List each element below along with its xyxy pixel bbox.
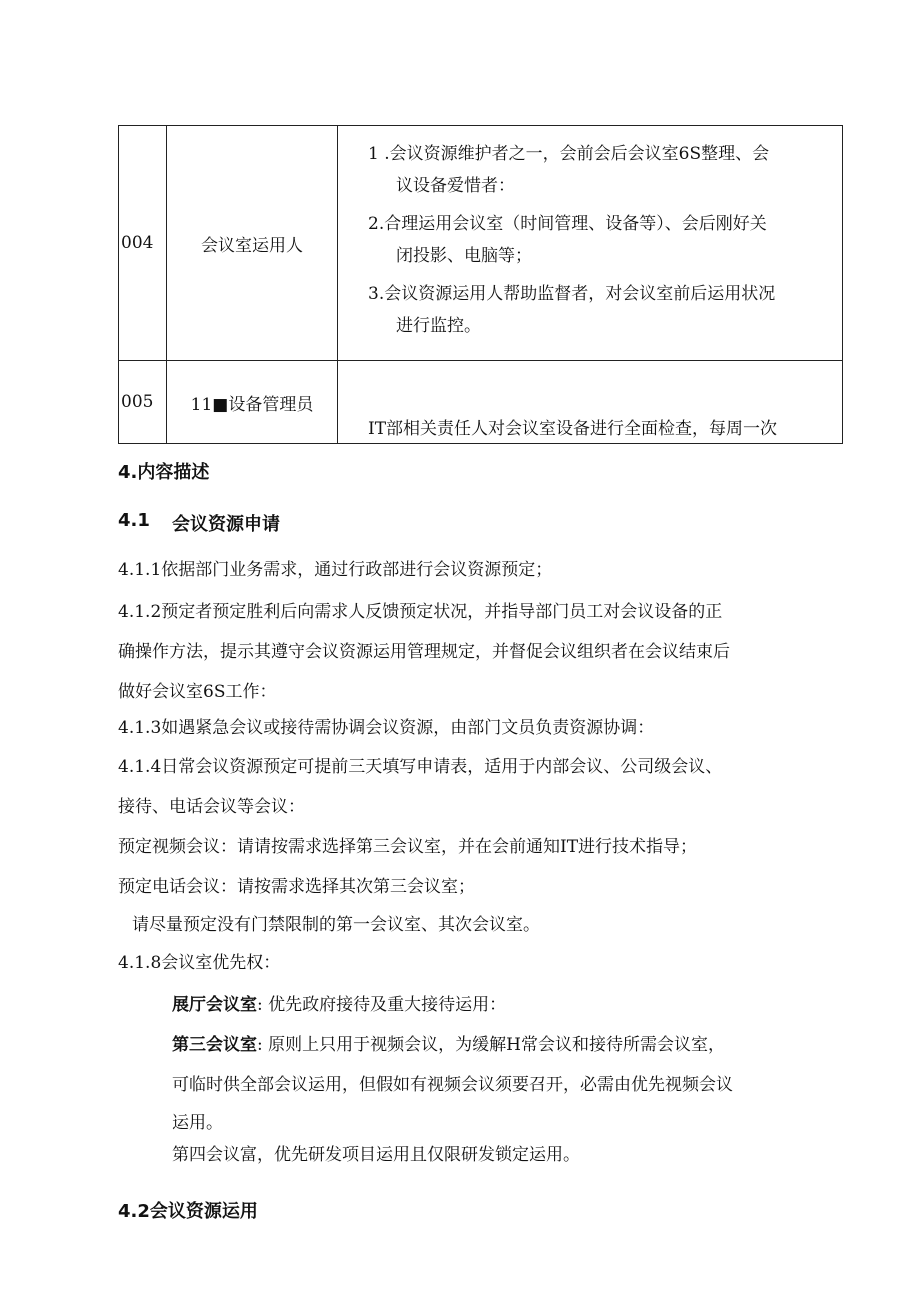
role-description: IT部相关责任人对会议室设备进行全面检查，每周一次 bbox=[338, 361, 843, 444]
section-41-title: 会议资源申请 bbox=[172, 514, 280, 535]
paragraph-prefer-rooms: 请尽量预定没有门禁限制的第一会议室、其次会议室。 bbox=[132, 915, 540, 935]
hall-room-label: 展厅会议室 bbox=[172, 995, 257, 1015]
paragraph-412-line1: 4.1.2预定者预定胜利后向需求人反馈预定状况，并指导部门员工对会议设备的正 bbox=[118, 602, 723, 622]
role-duties bbox=[338, 126, 843, 361]
section-42-title: 4.2会议资源运用 bbox=[118, 1201, 258, 1222]
roles-table bbox=[118, 125, 843, 444]
priority-third-line1: 第三会议室: 原则上只用于视频会议，为缓解H常会议和接待所需会议室， bbox=[172, 1035, 725, 1055]
row-number: 004 bbox=[119, 126, 167, 361]
paragraph-414-line1: 4.1.4日常会议资源预定可提前三天填写申请表，适用于内部会议、公司级会议、 bbox=[118, 757, 723, 777]
duty-item: 1 .会议资源维护者之一，会前会后会议室6S整理、会 议设备爱惜者： bbox=[368, 144, 770, 196]
paragraph-411: 4.1.1依据部门业务需求，通过行政部进行会议资源预定； bbox=[118, 560, 553, 580]
role-name: 会议室运用人 bbox=[167, 126, 338, 361]
table-row bbox=[119, 126, 843, 361]
priority-hall: 展厅会议室: 优先政府接待及重大接待运用： bbox=[172, 995, 507, 1015]
paragraph-414-line2: 接待、电话会议等会议： bbox=[118, 797, 305, 817]
section-41-number: 4.1 bbox=[118, 510, 150, 531]
third-room-label: 第三会议室 bbox=[172, 1035, 257, 1055]
priority-third-line2: 可临时供全部会议运用，但假如有视频会议须要召开，必需由优先视频会议 bbox=[172, 1075, 733, 1095]
section-4-title: 4.内容描述 bbox=[118, 462, 210, 483]
row-number: 005 bbox=[119, 361, 167, 444]
duty-item: 2.合理运用会议室（时间管理、设备等）、会后刚好关 闭投影、电脑等； bbox=[368, 214, 767, 266]
priority-third-line3: 运用。 bbox=[172, 1113, 223, 1133]
priority-fourth: 第四会议富，优先研发项目运用且仅限研发锁定运用。 bbox=[172, 1145, 580, 1165]
paragraph-phone-meeting: 预定电话会议：请按需求选择其次第三会议室； bbox=[118, 877, 475, 897]
paragraph-412-line2: 确操作方法，提示其遵守会议资源运用管理规定，并督促会议组织者在会议结束后 bbox=[118, 642, 730, 662]
paragraph-413: 4.1.3如遇紧急会议或接待需协调会议资源，由部门文员负责资源协调： bbox=[118, 718, 655, 738]
paragraph-412-line3: 做好会议室6S工作： bbox=[118, 682, 277, 702]
duty-item: 3.会议资源运用人帮助监督者，对会议室前后运用状况 进行监控。 bbox=[368, 284, 776, 336]
paragraph-video-meeting: 预定视频会议：请请按需求选择第三会议室，并在会前通知IT进行技术指导； bbox=[118, 837, 698, 857]
table-row bbox=[119, 361, 843, 444]
role-name: 11■设备管理员 bbox=[167, 361, 338, 444]
paragraph-418: 4.1.8会议室优先权： bbox=[118, 953, 281, 973]
